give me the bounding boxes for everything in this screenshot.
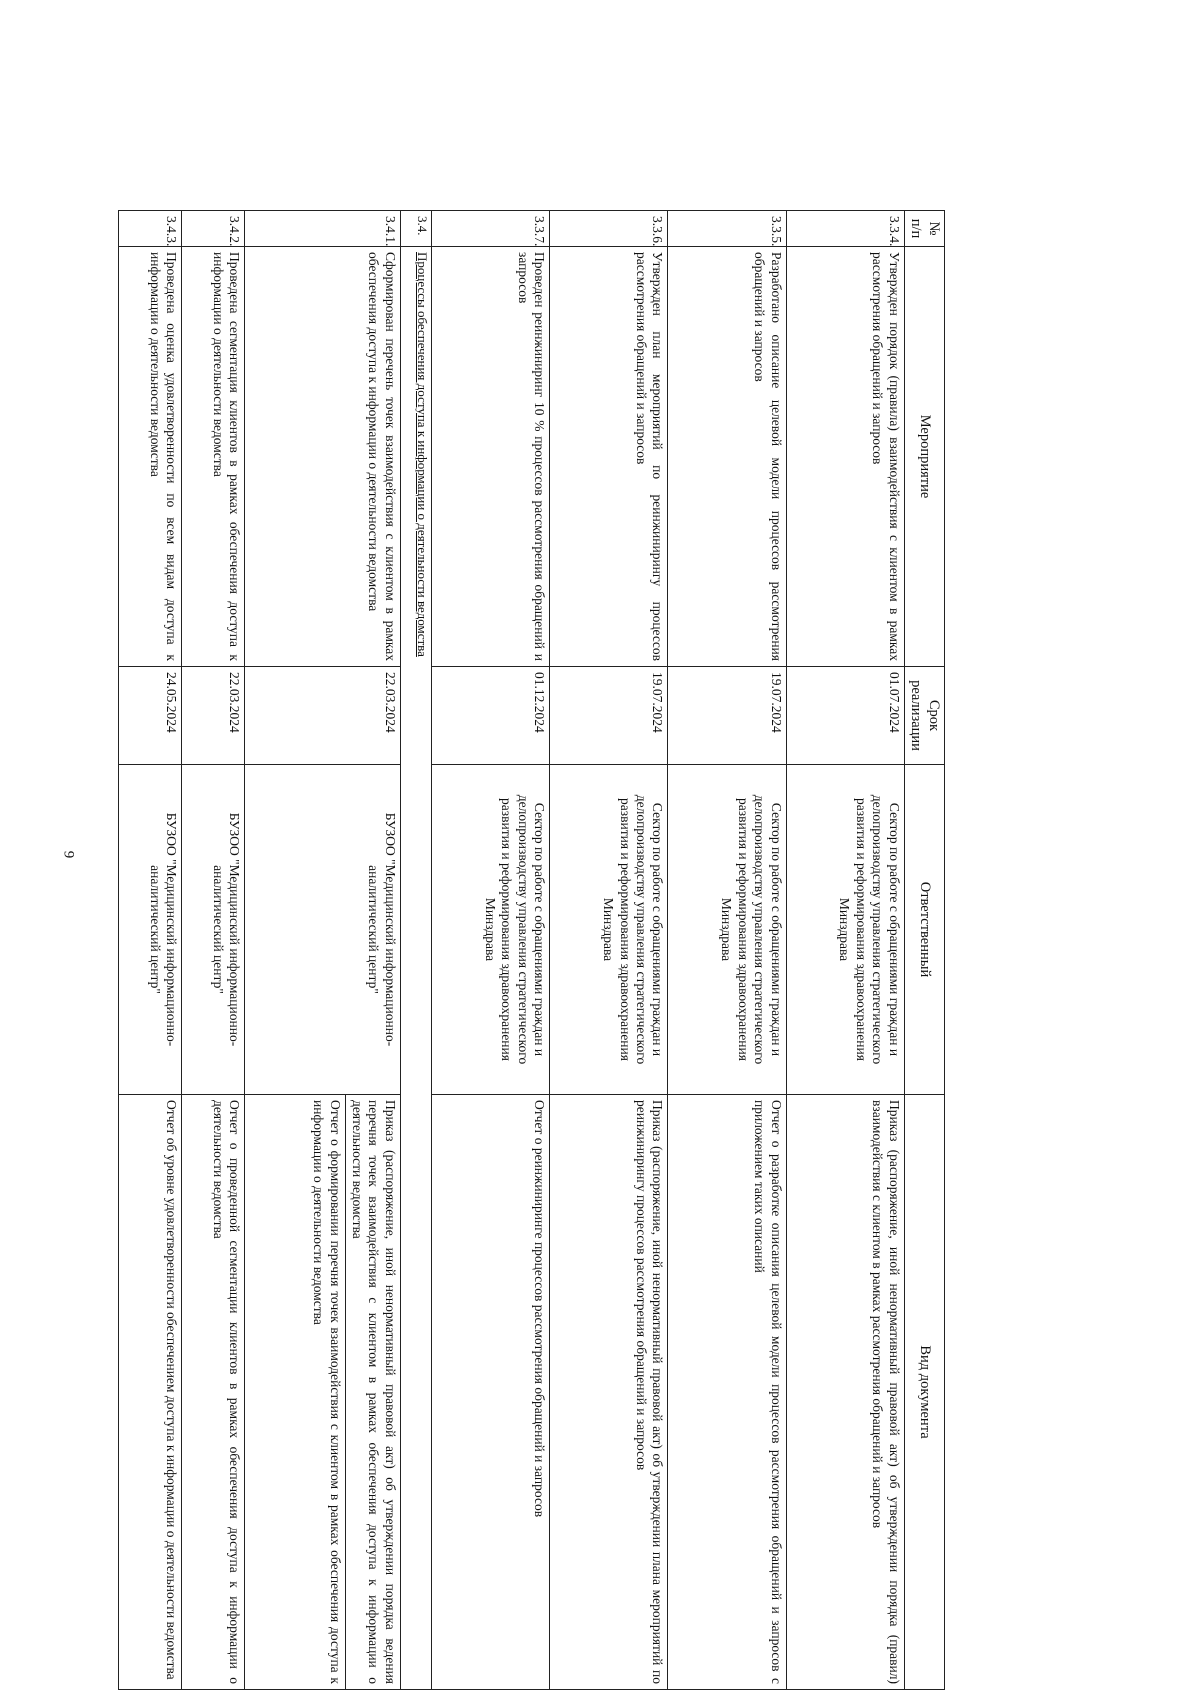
row-deadline: 22.03.2024 bbox=[245, 667, 401, 765]
table-row bbox=[119, 211, 182, 1690]
row-event: Проведен реинжиниринг 10 % процессов рассмотрения обращений и запросов bbox=[432, 247, 550, 667]
row-num: 3.3.4. bbox=[786, 211, 904, 247]
row-deadline: 24.05.2024 bbox=[119, 667, 182, 765]
table-header-row bbox=[904, 211, 944, 1690]
header-doc-type: Вид документа bbox=[904, 1095, 944, 1690]
row-doc-type: Отчет о разработке описания целевой модели процессов рассмотрения обращений и запросов с приложением таких описаний bbox=[668, 1095, 786, 1690]
table-row bbox=[182, 211, 245, 1690]
row-deadline: 01.12.2024 bbox=[432, 667, 550, 765]
row-event: Утвержден план мероприятий по реинжинирингу процессов рассмотрения обращений и запросов bbox=[550, 247, 668, 667]
action-plan-table bbox=[118, 210, 945, 1690]
row-doc-type: Отчет о проведенной сегментации клиентов в рамках обеспечения доступа к информации о деятельности ведомства bbox=[182, 1095, 245, 1690]
row-event: Проведена сегментация клиентов в рамках обеспечения доступа к информации о деятельности ведомства bbox=[182, 247, 245, 667]
table-row bbox=[432, 211, 550, 1690]
header-responsible: Ответственный bbox=[904, 765, 944, 1095]
table-row bbox=[786, 211, 904, 1690]
section-title-cell bbox=[400, 247, 431, 1690]
page-number: 9 bbox=[60, 850, 77, 859]
row-num: 3.4.2. bbox=[182, 211, 245, 247]
row-event: Сформирован перечень точек взаимодействия с клиентом в рамках обеспечения доступа к информации о деятельности ведомства bbox=[245, 247, 401, 667]
row-num: 3.3.5. bbox=[668, 211, 786, 247]
row-deadline: 19.07.2024 bbox=[550, 667, 668, 765]
row-deadline: 19.07.2024 bbox=[668, 667, 786, 765]
row-doc-type-order: Приказ (распоряжение, иной ненормативный правовой акт) об утверждении порядка ведения перечня точек взаимодействия с клиентом в рамках обеспечения доступа к информации о деятельности ведомства bbox=[350, 1100, 398, 1684]
section-num: 3.4. bbox=[400, 211, 431, 247]
row-responsible: БУЗОО "Медицинский информационно-аналитический центр" bbox=[182, 765, 245, 1095]
row-doc-type: Отчет о реинжиниринге процессов рассмотрения обращений и запросов bbox=[432, 1095, 550, 1690]
row-event: Проведена оценка удовлетворенности по всем видам доступа к информации о деятельности ведомства bbox=[119, 247, 182, 667]
section-row bbox=[400, 211, 431, 1690]
row-num: 3.3.7. bbox=[432, 211, 550, 247]
row-doc-type: Приказ (распоряжение, иной ненормативный правовой акт) об утверждении порядка (правил) взаимодействия с клиентом в рамках рассмотрения обращений и запросов bbox=[786, 1095, 904, 1690]
rotated-table-container bbox=[118, 210, 945, 1690]
table-row bbox=[668, 211, 786, 1690]
row-doc-type-cell bbox=[245, 1095, 401, 1690]
row-doc-type-report: Отчет о формировании перечня точек взаимодействия с клиентом в рамках обеспечения доступа к информации о деятельности ведомства bbox=[310, 1095, 346, 1689]
table-row bbox=[550, 211, 668, 1690]
row-responsible: Сектор по работе с обращениями граждан и делопроизводству управления стратегического развития и реформирования здравоохранения Минздрава bbox=[550, 765, 668, 1095]
header-event: Мероприятие bbox=[904, 247, 944, 667]
header-deadline: Срок реализации bbox=[904, 667, 944, 765]
row-deadline: 01.07.2024 bbox=[786, 667, 904, 765]
row-doc-type: Отчет об уровне удовлетворенности обеспечением доступа к информации о деятельности ведомства bbox=[119, 1095, 182, 1690]
row-num: 3.4.3. bbox=[119, 211, 182, 247]
header-num: № п/п bbox=[904, 211, 944, 247]
row-deadline: 22.03.2024 bbox=[182, 667, 245, 765]
row-num: 3.3.6. bbox=[550, 211, 668, 247]
section-title: Процессы обеспечения доступа к информации о деятельности ведомства bbox=[415, 252, 431, 657]
row-responsible: Сектор по работе с обращениями граждан и делопроизводству управления стратегического развития и реформирования здравоохранения Минздрава bbox=[786, 765, 904, 1095]
row-event: Разработано описание целевой модели процессов рассмотрения обращений и запросов bbox=[668, 247, 786, 667]
row-responsible: Сектор по работе с обращениями граждан и делопроизводству управления стратегического развития и реформирования здравоохранения Минздрава bbox=[668, 765, 786, 1095]
table-row bbox=[245, 211, 401, 1690]
row-responsible: Сектор по работе с обращениями граждан и делопроизводству управления стратегического развития и реформирования здравоохранения Минздрава bbox=[432, 765, 550, 1095]
row-responsible: БУЗОО "Медицинский информационно-аналитический центр" bbox=[245, 765, 401, 1095]
row-responsible: БУЗОО "Медицинский информационно-аналитический центр" bbox=[119, 765, 182, 1095]
row-event: Утвержден порядок (правила) взаимодействия с клиентом в рамках рассмотрения обращений и запросов bbox=[786, 247, 904, 667]
row-doc-type: Приказ (распоряжение, иной ненормативный правовой акт) об утверждении плана мероприятий по реинжинирингу процессов рассмотрения обращений и запросов bbox=[550, 1095, 668, 1690]
row-num: 3.4.1. bbox=[245, 211, 401, 247]
